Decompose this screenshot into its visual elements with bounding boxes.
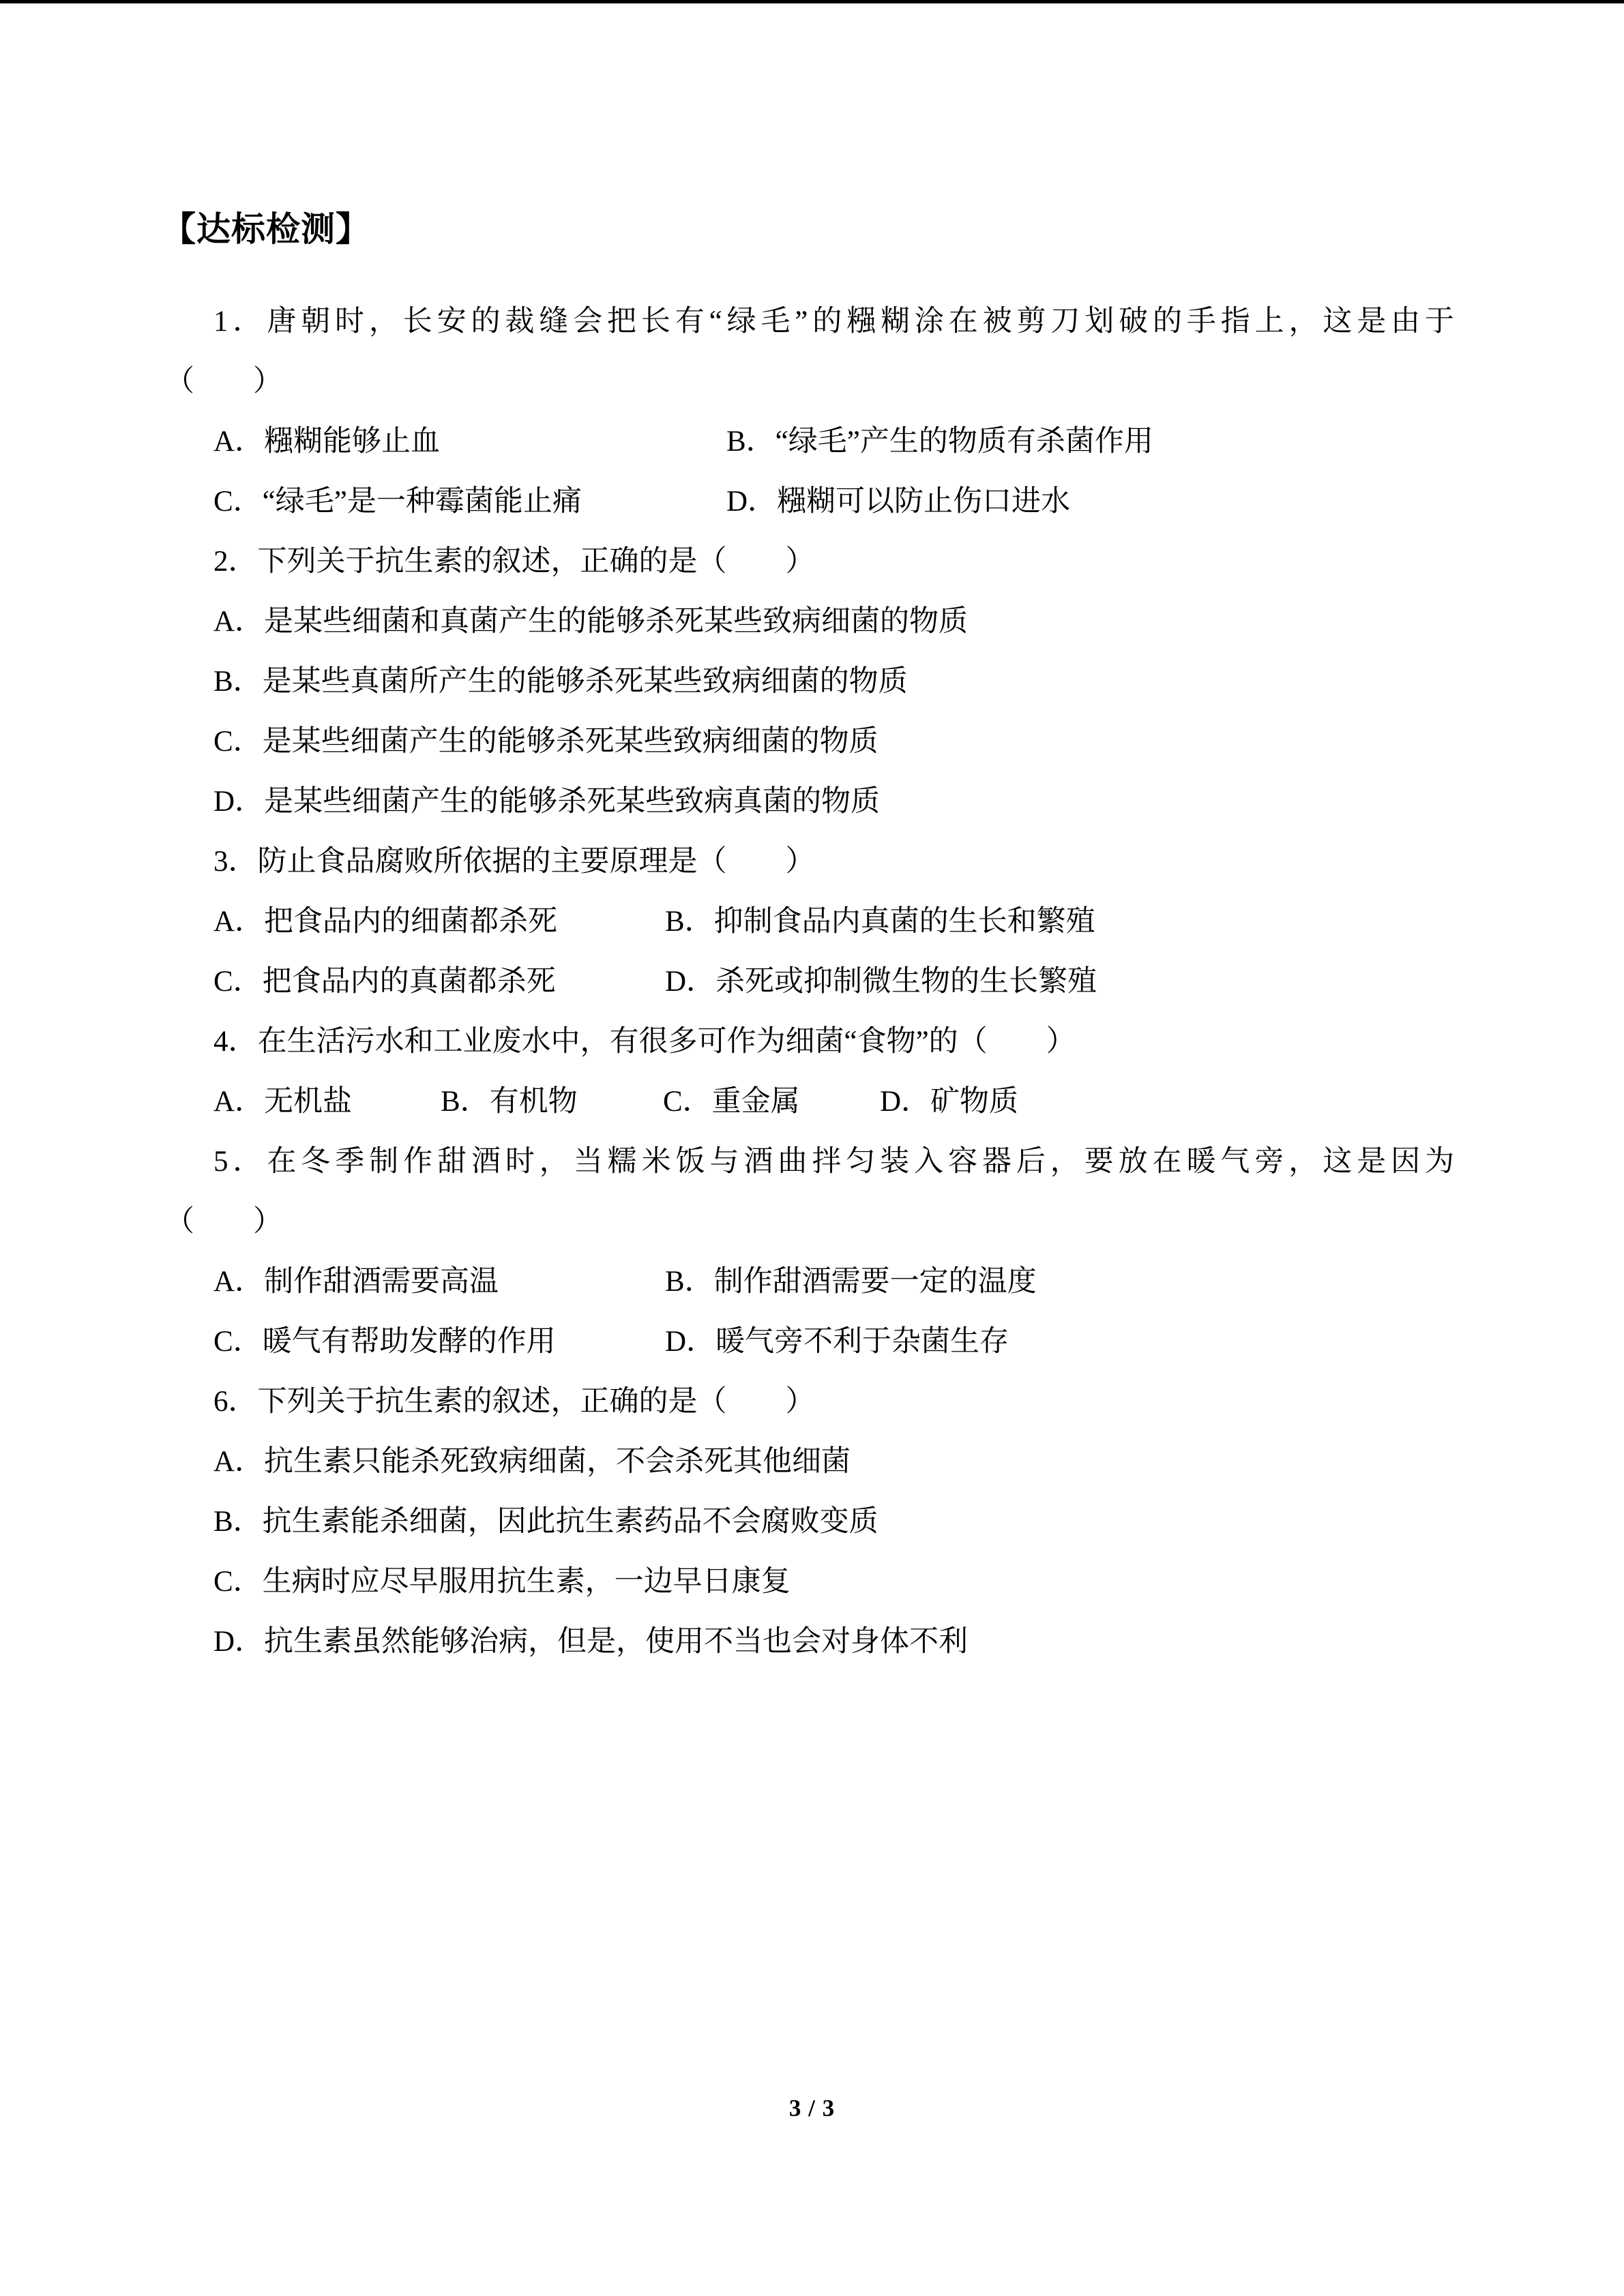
section-title: 【达标检测】 — [162, 210, 370, 248]
question-1-options-row-1 — [162, 412, 1454, 472]
question-1-options-row-2 — [162, 472, 1454, 532]
question-4-options-row — [162, 1072, 1454, 1132]
question-3-options-row-1 — [162, 892, 1454, 952]
question-5-answer-blank: （ ） — [165, 1206, 282, 1238]
option: C．是某些细菌产生的能够杀死某些致病细菌的物质 — [213, 726, 879, 758]
option: D．暖气旁不利于杂菌生存 — [665, 1326, 1009, 1358]
question-4-stem: 4．在生活污水和工业废水中，有很多可作为细菌“食物”的（ ） — [213, 1026, 1076, 1058]
question-5-stem: 5．在冬季制作甜酒时，当糯米饭与酒曲拌匀装入容器后，要放在暖气旁，这是因为 — [213, 1146, 1454, 1178]
option: A．抗生素只能杀死致病细菌，不会杀死其他细菌 — [213, 1446, 851, 1478]
question-5-options-row-2 — [162, 1312, 1454, 1372]
option: B．抗生素能杀细菌，因此抗生素药品不会腐败变质 — [213, 1506, 879, 1538]
question-3-options-row-2 — [162, 952, 1454, 1012]
option: D．抗生素虽然能够治病，但是，使用不当也会对身体不利 — [213, 1626, 969, 1658]
option: D．糨糊可以防止伤口进水 — [726, 486, 1071, 518]
question-6-stem: 6．下列关于抗生素的叙述，正确的是（ ） — [213, 1386, 815, 1418]
top-border — [0, 0, 1624, 3]
question-list — [162, 292, 1454, 1672]
question-2-stem: 2．下列关于抗生素的叙述，正确的是（ ） — [213, 546, 815, 578]
option: A．无机盐 — [213, 1086, 353, 1118]
option: A．是某些细菌和真菌产生的能够杀死某些致病细菌的物质 — [213, 606, 969, 638]
option: D．杀死或抑制微生物的生长繁殖 — [665, 966, 1097, 998]
option: B．是某些真菌所产生的能够杀死某些致病细菌的物质 — [213, 666, 908, 698]
option: C．重金属 — [663, 1086, 800, 1118]
question-5-options-row-1 — [162, 1252, 1454, 1312]
question-3-stem: 3．防止食品腐败所依据的主要原理是（ ） — [213, 846, 815, 878]
option: A．糨糊能够止血 — [213, 426, 441, 458]
question-1-stem: 1．唐朝时，长安的裁缝会把长有“绿毛”的糨糊涂在被剪刀划破的手指上，这是由于 — [213, 305, 1454, 338]
option: D．矿物质 — [880, 1086, 1019, 1118]
option: C．暖气有帮助发酵的作用 — [213, 1326, 556, 1358]
option: C．生病时应尽早服用抗生素，一边早日康复 — [213, 1566, 791, 1598]
option: C．“绿毛”是一种霉菌能止痛 — [213, 486, 582, 518]
option: B．有机物 — [441, 1086, 578, 1118]
option: A．制作甜酒需要高温 — [213, 1266, 499, 1298]
option: B．抑制食品内真菌的生长和繁殖 — [665, 906, 1095, 938]
option: B．“绿毛”产生的物质有杀菌作用 — [726, 426, 1153, 458]
option: D．是某些细菌产生的能够杀死某些致病真菌的物质 — [213, 786, 881, 818]
option: A．把食品内的细菌都杀死 — [213, 906, 558, 938]
option: B．制作甜酒需要一定的温度 — [665, 1266, 1037, 1298]
option: C．把食品内的真菌都杀死 — [213, 966, 556, 998]
question-1-answer-blank: （ ） — [165, 366, 282, 398]
page-number: 3 / 3 — [788, 2095, 836, 2121]
